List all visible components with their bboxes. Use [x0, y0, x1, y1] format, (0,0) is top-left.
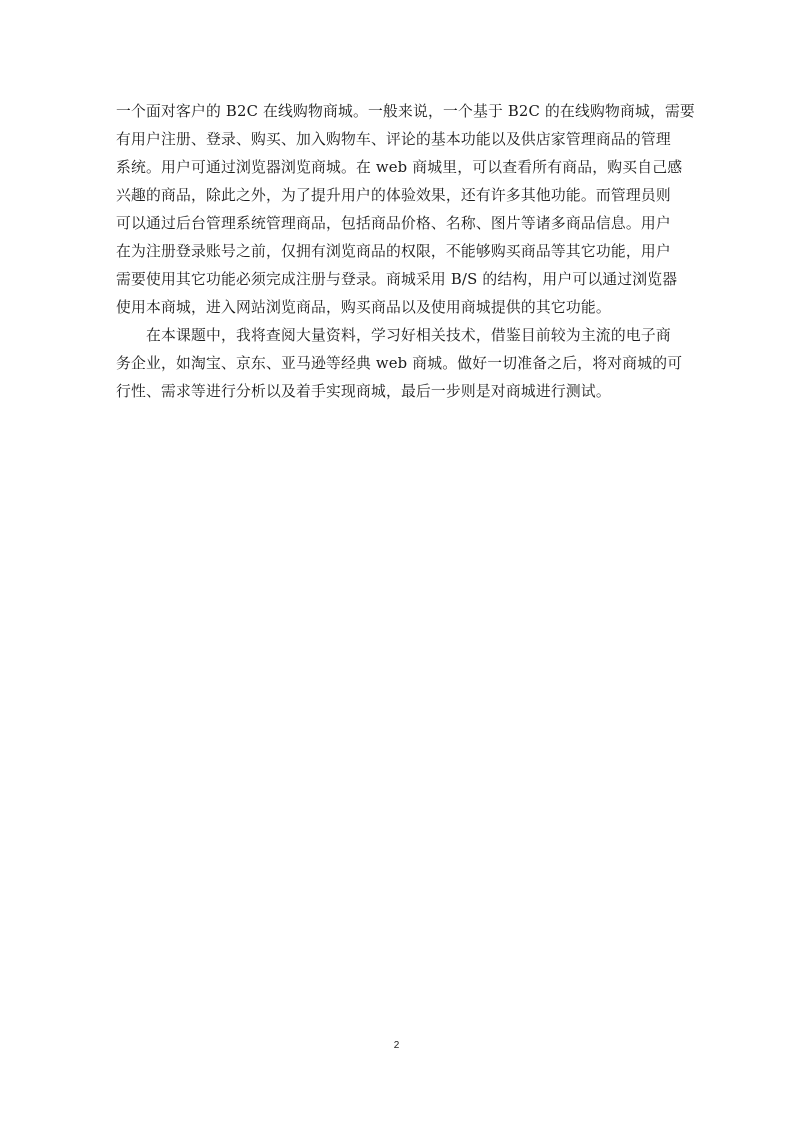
paragraph-1-line-7: 需要使用其它功能必须完成注册与登录。商城采用 B/S 的结构，用户可以通过浏览器: [116, 271, 678, 288]
paragraph-1-line-1: 一个面对客户的 B2C 在线购物商城。一般来说，一个基于 B2C 的在线购物商城，需要: [116, 103, 695, 120]
paragraph-1-line-5: 可以通过后台管理系统管理商品，包括商品价格、名称、图片等诸多商品信息。用户: [116, 215, 671, 232]
paragraph-1-line-2: 有用户注册、登录、购买、加入购物车、评论的基本功能以及供店家管理商品的管理: [116, 131, 671, 148]
paragraph-2-line-2: 务企业，如淘宝、京东、亚马逊等经典 web 商城。做好一切准备之后，将对商城的可: [116, 355, 683, 372]
body-text: [116, 98, 695, 406]
paragraph-1-line-6: 在为注册登录账号之前，仅拥有浏览商品的权限，不能够购买商品等其它功能，用户: [116, 243, 671, 260]
paragraph-2-line-3: 行性、需求等进行分析以及着手实现商城，最后一步则是对商城进行测试。: [116, 383, 611, 400]
paragraph-1-line-8: 使用本商城，进入网站浏览商品，购买商品以及使用商城提供的其它功能。: [116, 299, 611, 316]
paragraph-1-line-3: 系统。用户可通过浏览器浏览商城。在 web 商城里，可以查看所有商品，购买自己感: [116, 159, 683, 176]
page-number: 2: [393, 1040, 400, 1051]
paragraph-2-line-1: 在本课题中，我将查阅大量资料，学习好相关技术，借鉴目前较为主流的电子商: [146, 327, 671, 344]
paragraph-1-line-4: 兴趣的商品，除此之外，为了提升用户的体验效果，还有许多其他功能。而管理员则: [116, 187, 671, 204]
